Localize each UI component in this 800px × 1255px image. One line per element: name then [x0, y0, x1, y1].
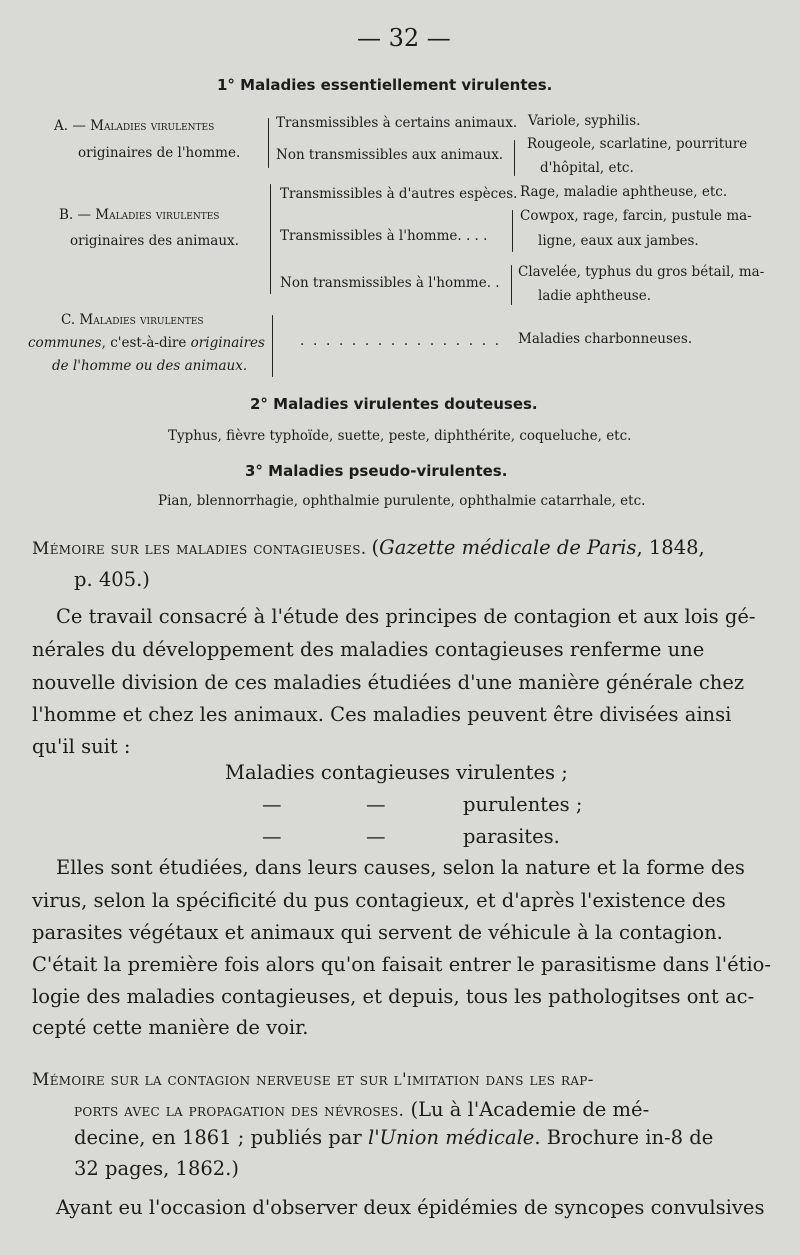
brace-b	[270, 184, 271, 294]
memoir-1-para-2-line-3: parasites végétaux et animaux qui servent de véhicule à la contagion.	[32, 921, 723, 944]
group-a-label-2: originaires de l'homme.	[78, 145, 241, 161]
brace-c	[272, 315, 273, 377]
group-b-row2-examples-2: ligne, eaux aux jambes.	[538, 233, 699, 249]
brace-a-row2	[514, 140, 515, 176]
memoir-1-para-2-line-2: virus, selon la spécificité du pus contagieux, et d'après l'existence des	[32, 889, 726, 912]
group-c-label: C. Maladies virulentes	[61, 312, 204, 328]
memoir-1-list-1: Maladies contagieuses virulentes ;	[225, 761, 568, 784]
memoir-1-para-1-line-4: l'homme et chez les animaux. Ces maladies peuvent être divisées ainsi	[32, 703, 732, 726]
memoir-1-para-1-line-2: nérales du développement des maladies contagieuses renferme une	[32, 638, 705, 661]
group-b-label-2: originaires des animaux.	[70, 233, 239, 249]
group-c-label-3: de l'homme ou des animaux.	[52, 358, 248, 374]
page-number: — 32 —	[357, 24, 451, 52]
group-b-row3-examples-2: ladie aphtheuse.	[538, 288, 652, 304]
section-3-title: 3° Maladies pseudo-virulentes.	[245, 462, 508, 480]
memoir-2-heading-1: Mémoire sur la contagion nerveuse et sur l'imitation dans les rap-	[32, 1070, 594, 1090]
memoir-1-list-2-dash-a: —	[262, 793, 282, 816]
group-a-label: A. — Maladies virulentes	[54, 118, 215, 134]
group-b-row2: Transmissibles à l'homme. . . .	[280, 228, 488, 244]
memoir-1-para-2-line-6: cepté cette manière de voir.	[32, 1016, 309, 1039]
memoir-2-heading-4: 32 pages, 1862.)	[74, 1157, 239, 1180]
brace-b-row2	[512, 210, 513, 252]
memoir-2-heading-3: decine, en 1861 ; publiés par l'Union médicale. Brochure in-8 de	[74, 1126, 714, 1149]
memoir-1-para-1-line-1: Ce travail consacré à l'étude des principes de contagion et aux lois gé-	[56, 605, 756, 628]
memoir-1-list-3-dash-b: —	[366, 825, 386, 848]
memoir-2-heading-2: ports avec la propagation des névroses. (Lu à l'Academie de mé-	[74, 1098, 650, 1121]
memoir-2-para-start: Ayant eu l'occasion d'observer deux épidémies de syncopes convulsives	[56, 1196, 765, 1219]
memoir-1-heading-2: p. 405.)	[74, 568, 150, 591]
group-a-row1-examples: Variole, syphilis.	[528, 113, 641, 129]
section-1-title: 1° Maladies essentiellement virulentes.	[217, 76, 553, 94]
memoir-1-para-1-line-3: nouvelle division de ces maladies étudiées d'une manière générale chez	[32, 671, 745, 694]
memoir-1-heading: Mémoire sur les maladies contagieuses. (Gazette médicale de Paris, 1848,	[32, 536, 705, 559]
memoir-1-para-1-line-5: qu'il suit :	[32, 735, 131, 758]
memoir-1-para-2-line-1: Elles sont étudiées, dans leurs causes, selon la nature et la forme des	[56, 856, 745, 879]
section-2-list: Typhus, fièvre typhoïde, suette, peste, diphthérite, coqueluche, etc.	[168, 428, 632, 444]
group-a-row2-examples-2: d'hôpital, etc.	[540, 160, 634, 176]
memoir-1-list-3: parasites.	[463, 825, 560, 848]
group-a-row2-examples-1: Rougeole, scarlatine, pourriture	[527, 136, 748, 152]
group-b-row3: Non transmissibles à l'homme. .	[280, 275, 500, 291]
brace-a	[268, 118, 269, 168]
brace-b-row3	[511, 265, 512, 305]
group-b-row2-examples-1: Cowpox, rage, farcin, pustule ma-	[520, 208, 752, 224]
group-b-label: B. — Maladies virulentes	[59, 207, 220, 223]
leader-dots: . . . . . . . . . . . . . . . .	[300, 333, 502, 349]
group-a-row2: Non transmissibles aux animaux.	[276, 147, 504, 163]
group-b-row3-examples-1: Clavelée, typhus du gros bétail, ma-	[518, 264, 765, 280]
section-2-title: 2° Maladies virulentes douteuses.	[250, 395, 538, 413]
group-b-row1-examples: Rage, maladie aphtheuse, etc.	[520, 184, 728, 200]
memoir-1-list-2: purulentes ;	[463, 793, 583, 816]
group-c-label-2: communes, c'est-à-dire originaires	[28, 335, 265, 351]
group-c-examples: Maladies charbonneuses.	[518, 331, 693, 347]
section-3-list: Pian, blennorrhagie, ophthalmie purulente, ophthalmie catarrhale, etc.	[158, 493, 646, 509]
group-a-row1: Transmissibles à certains animaux.	[276, 115, 518, 131]
memoir-1-list-2-dash-b: —	[366, 793, 386, 816]
memoir-1-list-3-dash-a: —	[262, 825, 282, 848]
memoir-1-para-2-line-5: logie des maladies contagieuses, et depuis, tous les pathologitses ont ac-	[32, 985, 755, 1008]
group-b-row1: Transmissibles à d'autres espèces.	[280, 186, 518, 202]
memoir-1-para-2-line-4: C'était la première fois alors qu'on faisait entrer le parasitisme dans l'étio-	[32, 953, 772, 976]
